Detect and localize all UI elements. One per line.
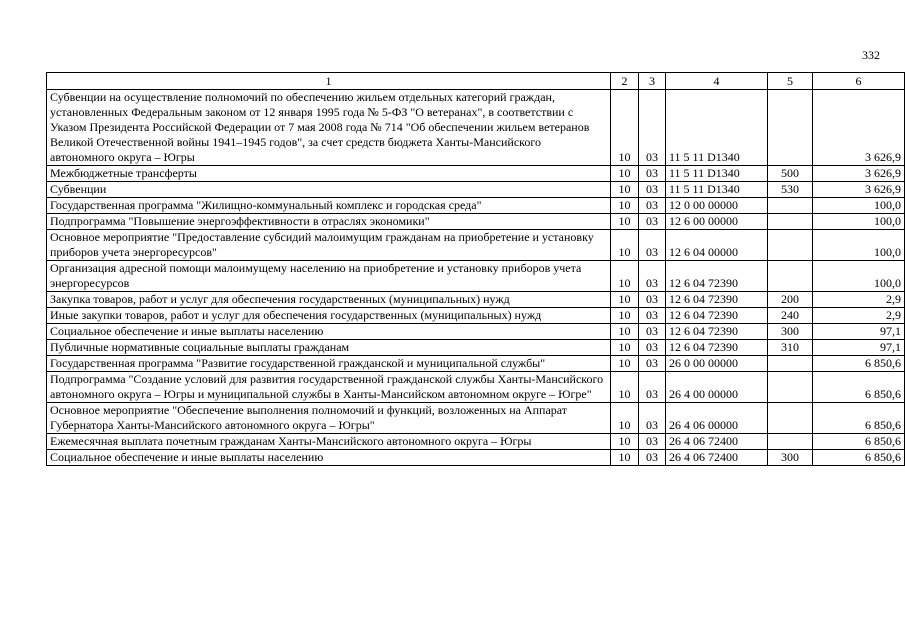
amount: 97,1 [813, 324, 905, 340]
target-article-code: 11 5 11 D1340 [666, 90, 768, 166]
amount: 2,9 [813, 308, 905, 324]
row-name: Подпрограмма "Повышение энергоэффективности в отраслях экономики" [47, 214, 611, 230]
expense-type-code [768, 90, 813, 166]
row-name: Основное мероприятие "Предоставление субсидий малоимущим гражданам на приобретение и установку приборов учета энергоресурсов" [47, 230, 611, 261]
subsection-code: 03 [639, 324, 666, 340]
subsection-code: 03 [639, 90, 666, 166]
subsection-code: 03 [639, 166, 666, 182]
expense-type-code: 500 [768, 166, 813, 182]
subsection-code: 03 [639, 308, 666, 324]
expense-type-code [768, 372, 813, 403]
table-body [47, 90, 905, 466]
column-header-3: 3 [639, 73, 666, 90]
expense-type-code: 310 [768, 340, 813, 356]
subsection-code: 03 [639, 292, 666, 308]
amount: 3 626,9 [813, 166, 905, 182]
target-article-code: 26 4 06 72400 [666, 450, 768, 466]
target-article-code: 12 6 04 00000 [666, 230, 768, 261]
expense-type-code [768, 356, 813, 372]
amount: 3 626,9 [813, 182, 905, 198]
target-article-code: 12 6 00 00000 [666, 214, 768, 230]
page-number: 332 [862, 48, 880, 62]
subsection-code: 03 [639, 261, 666, 292]
row-name: Субвенции [47, 182, 611, 198]
table-row [47, 434, 905, 450]
row-name: Иные закупки товаров, работ и услуг для обеспечения государственных (муниципальных) нужд [47, 308, 611, 324]
expense-type-code: 530 [768, 182, 813, 198]
section-code: 10 [611, 90, 639, 166]
target-article-code: 12 0 00 00000 [666, 198, 768, 214]
amount: 6 850,6 [813, 403, 905, 434]
section-code: 10 [611, 230, 639, 261]
row-name: Закупка товаров, работ и услуг для обеспечения государственных (муниципальных) нужд [47, 292, 611, 308]
expense-type-code: 300 [768, 450, 813, 466]
section-code: 10 [611, 214, 639, 230]
amount: 100,0 [813, 261, 905, 292]
column-header-4: 4 [666, 73, 768, 90]
row-name: Основное мероприятие "Обеспечение выполнения полномочий и функций, возложенных на Аппарат Губернатора Ханты-Мансийского автономного округа – Югры" [47, 403, 611, 434]
section-code: 10 [611, 340, 639, 356]
column-header-2: 2 [611, 73, 639, 90]
target-article-code: 12 6 04 72390 [666, 324, 768, 340]
section-code: 10 [611, 434, 639, 450]
table-row [47, 90, 905, 166]
subsection-code: 03 [639, 434, 666, 450]
row-name: Подпрограмма "Создание условий для развития государственной гражданской службы Ханты-Мансийского автономного округа – Югры и муниципальной службы в Ханты-Мансийском автономном округе – Югре" [47, 372, 611, 403]
table-row [47, 182, 905, 198]
section-code: 10 [611, 403, 639, 434]
section-code: 10 [611, 356, 639, 372]
table-row [47, 198, 905, 214]
row-name: Социальное обеспечение и иные выплаты населению [47, 324, 611, 340]
row-name: Организация адресной помощи малоимущему населению на приобретение и установку приборов учета энергоресурсов [47, 261, 611, 292]
table-row [47, 372, 905, 403]
amount: 6 850,6 [813, 434, 905, 450]
table-row [47, 261, 905, 292]
table-row [47, 340, 905, 356]
target-article-code: 12 6 04 72390 [666, 292, 768, 308]
section-code: 10 [611, 292, 639, 308]
amount: 97,1 [813, 340, 905, 356]
target-article-code: 12 6 04 72390 [666, 340, 768, 356]
table-row [47, 356, 905, 372]
table-row [47, 292, 905, 308]
row-name: Социальное обеспечение и иные выплаты населению [47, 450, 611, 466]
expense-type-code [768, 230, 813, 261]
budget-table [46, 72, 905, 466]
expense-type-code: 200 [768, 292, 813, 308]
subsection-code: 03 [639, 214, 666, 230]
subsection-code: 03 [639, 372, 666, 403]
expense-type-code [768, 214, 813, 230]
amount: 3 626,9 [813, 90, 905, 166]
target-article-code: 12 6 04 72390 [666, 308, 768, 324]
expense-type-code [768, 261, 813, 292]
row-name: Межбюджетные трансферты [47, 166, 611, 182]
section-code: 10 [611, 198, 639, 214]
section-code: 10 [611, 308, 639, 324]
table-row [47, 450, 905, 466]
amount: 2,9 [813, 292, 905, 308]
amount: 100,0 [813, 198, 905, 214]
table-row [47, 308, 905, 324]
section-code: 10 [611, 324, 639, 340]
section-code: 10 [611, 182, 639, 198]
subsection-code: 03 [639, 230, 666, 261]
table-row [47, 230, 905, 261]
target-article-code: 12 6 04 72390 [666, 261, 768, 292]
table-row [47, 403, 905, 434]
subsection-code: 03 [639, 182, 666, 198]
subsection-code: 03 [639, 403, 666, 434]
table-header [47, 73, 905, 90]
row-name: Публичные нормативные социальные выплаты гражданам [47, 340, 611, 356]
amount: 6 850,6 [813, 450, 905, 466]
target-article-code: 26 0 00 00000 [666, 356, 768, 372]
amount: 6 850,6 [813, 372, 905, 403]
column-header-1: 1 [47, 73, 611, 90]
column-header-6: 6 [813, 73, 905, 90]
section-code: 10 [611, 372, 639, 403]
expense-type-code [768, 198, 813, 214]
header-row [47, 73, 905, 90]
target-article-code: 26 4 06 72400 [666, 434, 768, 450]
expense-type-code [768, 434, 813, 450]
section-code: 10 [611, 166, 639, 182]
target-article-code: 26 4 00 00000 [666, 372, 768, 403]
amount: 100,0 [813, 214, 905, 230]
subsection-code: 03 [639, 450, 666, 466]
row-name: Государственная программа "Жилищно-коммунальный комплекс и городская среда" [47, 198, 611, 214]
subsection-code: 03 [639, 198, 666, 214]
section-code: 10 [611, 450, 639, 466]
expense-type-code: 240 [768, 308, 813, 324]
target-article-code: 11 5 11 D1340 [666, 166, 768, 182]
amount: 100,0 [813, 230, 905, 261]
section-code: 10 [611, 261, 639, 292]
target-article-code: 26 4 06 00000 [666, 403, 768, 434]
row-name: Субвенции на осуществление полномочий по обеспечению жильем отдельных категорий граждан, установленных Федеральным законом от 12 января 1995 года № 5-ФЗ "О ветеранах", в соответствии с Указом Президента Российской Федерации от 7 мая 2008 года № 714 "Об обеспечении жильем ветеранов Великой Отечественной войны 1941–1945 годов", за счет средств бюджета Ханты-Мансийского автономного округа – Югры [47, 90, 611, 166]
row-name: Государственная программа "Развитие государственной гражданской и муниципальной службы" [47, 356, 611, 372]
table-row [47, 324, 905, 340]
table-row [47, 166, 905, 182]
target-article-code: 11 5 11 D1340 [666, 182, 768, 198]
subsection-code: 03 [639, 356, 666, 372]
table-row [47, 214, 905, 230]
subsection-code: 03 [639, 340, 666, 356]
expense-type-code [768, 403, 813, 434]
expense-type-code: 300 [768, 324, 813, 340]
row-name: Ежемесячная выплата почетным гражданам Ханты-Мансийского автономного округа – Югры [47, 434, 611, 450]
amount: 6 850,6 [813, 356, 905, 372]
column-header-5: 5 [768, 73, 813, 90]
